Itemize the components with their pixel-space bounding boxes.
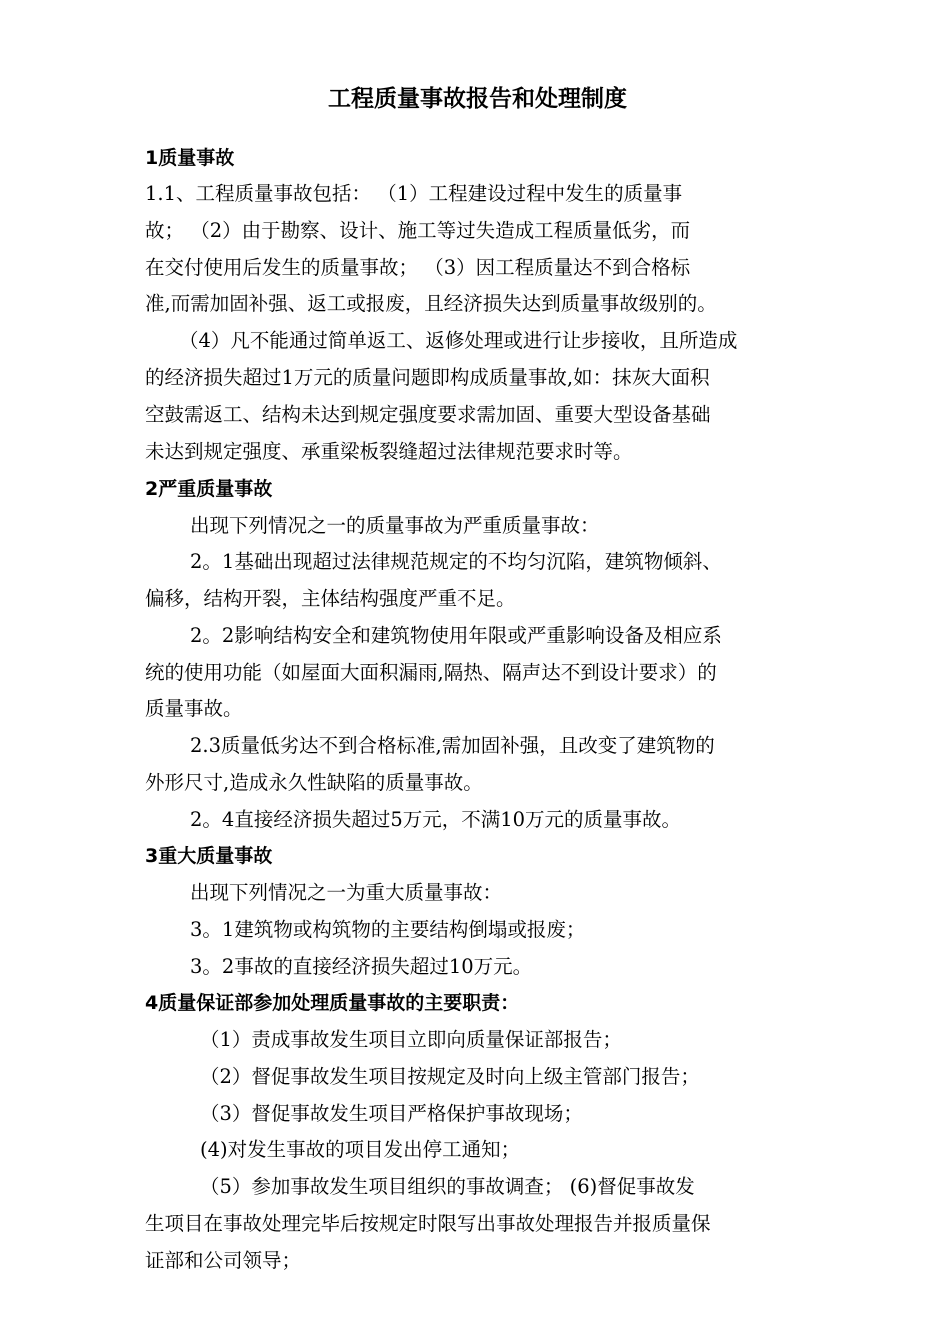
section-3-heading: 3重大质量事故 — [145, 845, 273, 867]
section-4-item: （2）督促事故发生项目按规定及时向上级主管部门报告； — [200, 1065, 700, 1088]
section-1-line: 空鼓需返工、结构未达到规定强度要求需加固、重要大型设备基础 — [145, 403, 711, 426]
document-title: 工程质量事故报告和处理制度 — [328, 86, 627, 112]
section-2-item: 偏移，结构开裂，主体结构强度严重不足。 — [145, 587, 516, 610]
section-2-item: 2.3质量低劣达不到合格标准,需加固补强，且改变了建筑物的 — [190, 734, 715, 757]
section-1-line: 在交付使用后发生的质量事故； （3）因工程质量达不到合格标 — [145, 256, 691, 279]
section-1-line: 1.1、工程质量事故包括： （1）工程建设过程中发生的质量事 — [145, 182, 683, 205]
section-2-item: 统的使用功能（如屋面大面积漏雨,隔热、隔声达不到设计要求）的 — [145, 661, 717, 684]
section-4-heading: 4质量保证部参加处理质量事故的主要职责： — [145, 992, 520, 1014]
section-2-item: 外形尺寸,造成永久性缺陷的质量事故。 — [145, 771, 483, 794]
section-2-intro: 出现下列情况之一的质量事故为严重质量事故： — [190, 514, 600, 537]
section-4-item: 证部和公司领导； — [145, 1249, 302, 1272]
section-2-item: 2。1基础出现超过法律规范规定的不均匀沉陷，建筑物倾斜、 — [190, 550, 722, 573]
section-4-item: 生项目在事故处理完毕后按规定时限写出事故处理报告并报质量保 — [145, 1212, 711, 1235]
section-1-line: 的经济损失超过1万元的质量问题即构成质量事故,如：抹灰大面积 — [145, 366, 710, 389]
section-3-item: 3。2事故的直接经济损失超过10万元。 — [190, 955, 533, 978]
section-4-item: （3）督促事故发生项目严格保护事故现场； — [200, 1102, 583, 1125]
section-2-item: 2。4直接经济损失超过5万元，不满10万元的质量事故。 — [190, 808, 682, 831]
section-1-line: （4）凡不能通过简单返工、返修处理或进行让步接收，且所造成 — [179, 329, 738, 352]
section-1-heading: 1质量事故 — [145, 147, 235, 169]
section-2-heading: 2严重质量事故 — [145, 478, 273, 500]
section-4-item: （1）责成事故发生项目立即向质量保证部报告； — [200, 1028, 622, 1051]
section-1-line: 准,而需加固补强、返工或报废，且经济损失达到质量事故级别的。 — [145, 292, 717, 315]
section-4-item: （5）参加事故发生项目组织的事故调查； (6)督促事故发 — [200, 1175, 695, 1198]
section-3-intro: 出现下列情况之一为重大质量事故： — [190, 881, 503, 904]
section-2-item: 质量事故。 — [145, 697, 243, 720]
section-3-item: 3。1建筑物或构筑物的主要结构倒塌或报废； — [190, 918, 586, 941]
section-1-line: 故； （2）由于勘察、设计、施工等过失造成工程质量低劣，而 — [145, 219, 691, 242]
section-1-line: 未达到规定强度、承重梁板裂缝超过法律规范要求时等。 — [145, 440, 633, 463]
section-2-item: 2。2影响结构安全和建筑物使用年限或严重影响设备及相应系 — [190, 624, 722, 647]
section-4-item: (4)对发生事故的项目发出停工通知； — [200, 1138, 521, 1161]
